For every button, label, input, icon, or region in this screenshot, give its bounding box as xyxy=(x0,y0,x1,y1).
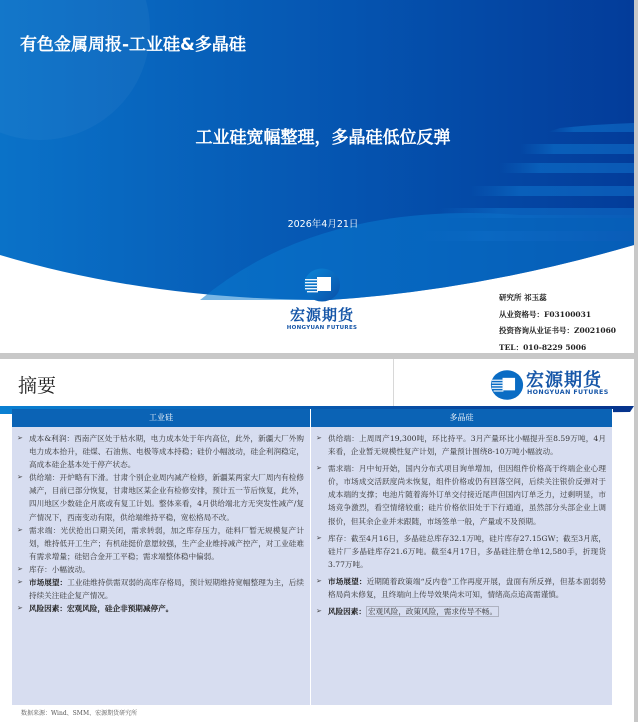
column-header-polysilicon: 多晶硅 xyxy=(311,409,613,427)
company-name-cn: 宏源期货 xyxy=(526,370,602,391)
list-item-risk: ➢ 风险因素：宏观风险，硅企非预期减停产。 xyxy=(17,602,304,615)
list-item-outlook: ➢ 市场展望：工业硅维持供需双弱的高库存格局，预计短期维持宽幅整理为主，后续持续关注硅企复产情况。 xyxy=(17,576,304,602)
company-name-en: HONGYUAN FUTURES xyxy=(286,325,358,331)
column-header-industrial-silicon: 工业硅 xyxy=(12,409,311,427)
report-title: 工业硅宽幅整理，多晶硅低位反弹 xyxy=(195,128,451,148)
summary-title: 摘要 xyxy=(18,375,57,397)
cover-page xyxy=(0,0,634,353)
list-item: ➢ 供给端：开炉略有下滑。甘肃个别企业周内减产检修，新疆某两家大厂周内有检修减产，目前已部分恢复，甘肃地区某企业有检修安排，预计五一节后恢复，此外，四川地区少数硅企月底或有复工计划。整体来看，4月供给端北方无突发性减产/复产情况下，西南变动有限，供给端维持平稳，宽松格局不改。 xyxy=(17,471,304,523)
list-item: ➢ 库存：小幅波动。 xyxy=(17,563,304,576)
hongyuan-emblem-icon xyxy=(490,369,524,401)
analyst-qualification: 从业资格号：F03100031 xyxy=(499,309,592,319)
header-divider xyxy=(393,359,394,406)
analyst-tel: TEL：010-8229 5006 xyxy=(499,342,587,352)
list-item: ➢ 需求端：月中旬开始，国内分布式项目询单增加，但因组件价格高于终端企业心理价，市场成交活跃度尚未恢复，组件价格或仍有回落空间，后续关注银价反弹对于成本端的支撑；电池片随着海外订单交付接近尾声但国内订单乏力，过剩明显，市场竞争激烈，看空情绪较重；硅片价格依旧处于下行通道，虽然部分头部企业上调报价，但其余企业并未跟随，市场签单一般，产量或不及预期。 xyxy=(316,462,606,527)
polysilicon-cell xyxy=(311,427,613,705)
list-item-outlook: ➢ 市场展望：近期随着政策端“反内卷”工作再度开展，盘面有所反弹，但基本面弱势格局尚未修复，且终端向上传导效果尚未可知，情绪高点追高需谨慎。 xyxy=(316,575,606,601)
list-item-risk: ➢ 风险因素： 宏观风险，政策风险，需求传导不畅。 xyxy=(316,605,606,618)
analyst-consult-cert: 投资咨询从业证书号：Z0021060 xyxy=(499,326,617,335)
data-source-note: 数据来源：Wind、SMM、宏源期货研究所 xyxy=(21,710,138,717)
company-name-cn: 宏源期货 xyxy=(289,306,354,324)
list-item: ➢ 库存：截至4月16日，多晶硅总库存32.1万吨，硅片库存27.15GW；截至3月底，硅片厂多晶硅库存21.6万吨。截至4月17日，多晶硅注册仓单12,580手，折现货3.77万吨。 xyxy=(316,532,606,571)
analyst-name: 研究所 祁玉蕊 xyxy=(499,293,547,302)
arrow-bullet-icon: ➢ xyxy=(17,578,23,587)
list-item: ➢ 成本&利润：西南产区处于枯水期，电力成本处于年内高位，此外，新疆大厂外购电力成本抬升，硅煤、石油焦、电极等成本持稳；硅价小幅波动，硅企利润稳定，高成本硅企基本处于停产状态。 xyxy=(17,432,304,471)
analyst-info xyxy=(499,290,616,353)
arrow-bullet-icon: ➢ xyxy=(316,464,322,473)
arrow-bullet-icon: ➢ xyxy=(316,533,322,542)
industrial-silicon-cell xyxy=(12,427,311,705)
arrow-bullet-icon: ➢ xyxy=(316,607,322,616)
arrow-bullet-icon: ➢ xyxy=(17,525,23,534)
report-date: 2026年4月21日 xyxy=(287,219,359,230)
arrow-bullet-icon: ➢ xyxy=(316,576,322,585)
list-item: ➢ 供给端：上周周产19,300吨，环比持平。3月产量环比小幅提升至8.59万吨，4月来看，企业暂无规模性复产计划，产量预计围绕8-10万吨小幅波动。 xyxy=(316,432,606,458)
hongyuan-emblem-icon xyxy=(303,268,341,302)
company-name-en: HONGYUAN FUTURES xyxy=(527,389,609,396)
list-item: ➢ 需求端：光伏抢出口期关闭，需求转弱，加之库存压力，硅料厂暂无规模复产计划，维持低开工生产；有机硅挺价意愿较强，生产企业维持减产控产，对工业硅难有需求增量；硅铝合金开工平稳；需求端整体稳中偏弱。 xyxy=(17,524,304,563)
summary-logo xyxy=(490,367,630,405)
summary-page xyxy=(0,359,634,722)
report-series-title: 有色金属周报-工业硅&多晶硅 xyxy=(20,35,246,55)
summary-table xyxy=(12,409,613,705)
arrow-bullet-icon: ➢ xyxy=(17,434,23,442)
arrow-bullet-icon: ➢ xyxy=(17,564,23,573)
arrow-bullet-icon: ➢ xyxy=(17,473,23,482)
company-logo xyxy=(272,268,372,348)
arrow-bullet-icon: ➢ xyxy=(316,434,322,442)
arrow-bullet-icon: ➢ xyxy=(17,604,23,613)
